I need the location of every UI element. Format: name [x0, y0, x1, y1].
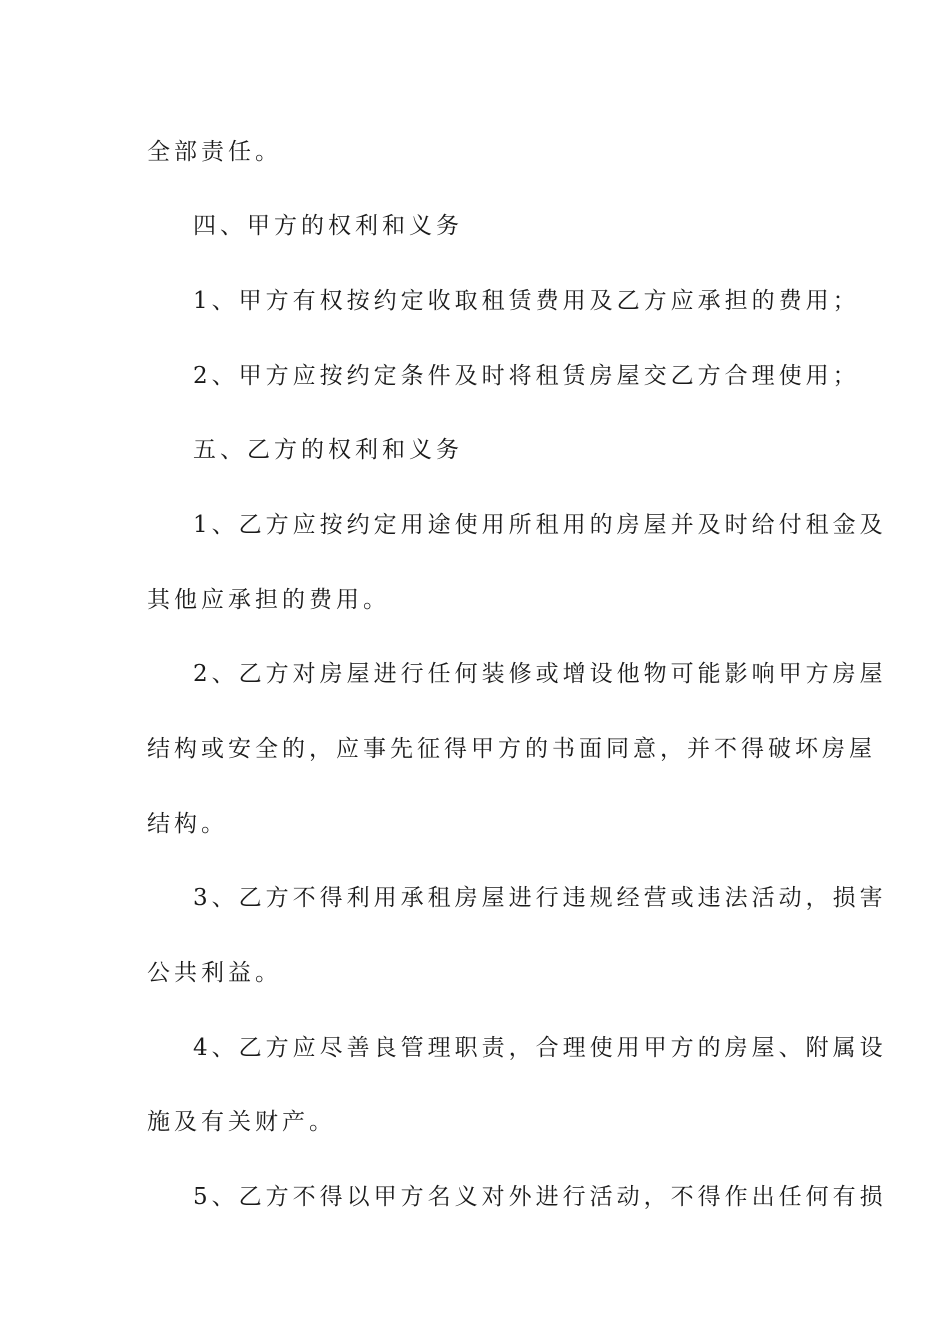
clause-5-3-line-1: 3、乙方不得利用承租房屋进行违规经营或违法活动，损害: [193, 885, 887, 911]
section-heading-5: 五、乙方的权利和义务: [193, 437, 463, 463]
clause-4-1: 1、甲方有权按约定收取租赁费用及乙方应承担的费用；: [193, 288, 860, 314]
clause-4-2: 2、甲方应按约定条件及时将租赁房屋交乙方合理使用；: [193, 363, 860, 389]
clause-5-5-line-1: 5、乙方不得以甲方名义对外进行活动，不得作出任何有损: [193, 1184, 887, 1210]
clause-5-2-line-3: 结构。: [147, 811, 228, 837]
clause-5-2-line-1: 2、乙方对房屋进行任何装修或增设他物可能影响甲方房屋: [193, 661, 887, 687]
clause-5-1-line-1: 1、乙方应按约定用途使用所租用的房屋并及时给付租金及: [193, 512, 887, 538]
clause-5-3-line-2: 公共利益。: [147, 960, 282, 986]
text-line-continuation: 全部责任。: [147, 139, 282, 165]
clause-5-2-line-2: 结构或安全的，应事先征得甲方的书面同意，并不得破坏房屋: [147, 736, 876, 762]
clause-5-1-line-2: 其他应承担的费用。: [147, 587, 390, 613]
clause-5-4-line-1: 4、乙方应尽善良管理职责，合理使用甲方的房屋、附属设: [193, 1035, 887, 1061]
section-heading-4: 四、甲方的权利和义务: [193, 213, 463, 239]
clause-5-4-line-2: 施及有关财产。: [147, 1109, 336, 1135]
